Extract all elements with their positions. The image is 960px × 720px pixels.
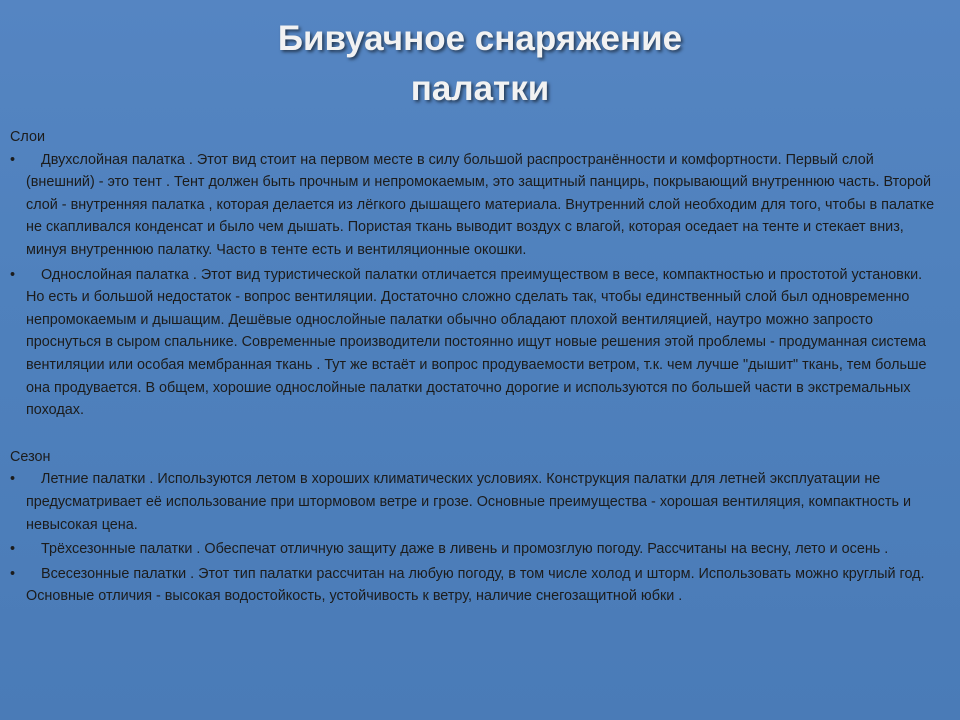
bullet-item <box>10 264 940 422</box>
slide-title-line-1: Бивуачное снаряжение <box>277 19 683 58</box>
bullet-symbol: • <box>10 151 16 168</box>
section-heading: Слои <box>10 129 45 145</box>
bullet-item <box>10 538 940 561</box>
bullet-symbol: • <box>10 541 16 558</box>
bullet-text: Однослойная палатка . Этот вид туристической палатки отличается преимуществом в весе, компактностью и простотой установки. Но есть и большой недостаток - вопрос вентиляции. Достаточно сложно сделать так, чтобы единственный слой был одновременно непромокаемым и дышащим. Дешёвые однослойные палатки обычно обладают плохой вентиляцией, наутро можно запросто проснуться в сыром спальнике. Современные производители постоянно ищут новые решения этой проблемы - продуманная система вентиляции или особая мембранная ткань . Тут же встаёт и вопрос продуваемости ветром, т.к. чем лучше "дышит" ткань, тем больше она продувается. В общем, хорошие однослойные палатки достаточно дорогие и используются по большей части в экстремальных походах. <box>26 266 927 419</box>
section-spacer <box>10 424 940 446</box>
bullet-symbol: • <box>10 565 16 582</box>
bullet-item <box>10 149 940 262</box>
bullet-text: Двухслойная палатка . Этот вид стоит на первом месте в силу большой распространённости и комфортности. Первый слой (внешний) - это тент . Тент должен быть прочным и непромокаемым, это защитный панцирь, покрывающий внутреннюю часть. Второй слой - внутренняя палатка , которая делается из лёгкого дышащего материала. Внутренний слой необходим для того, чтобы в палатке не скапливался конденсат и было чем дышать. Пористая ткань выводит воздух с влагой, которая оседает на тенте и стекает вниз, минуя внутреннюю палатку. Часто в тенте есть и вентиляционные окошки. <box>26 151 935 258</box>
slide-title-line-2: палатки <box>410 69 550 108</box>
bullet-text: Всесезонные палатки . Этот тип палатки рассчитан на любую погоду, в том числе холод и шторм. Использовать можно круглый год. Основные отличия - высокая водостойкость, устойчивость к ветру, наличие снегозащитной юбки . <box>26 565 925 605</box>
section-season <box>10 446 940 608</box>
bullet-symbol: • <box>10 266 16 283</box>
section-heading: Сезон <box>10 448 51 465</box>
bullet-text: Трёхсезонные палатки . Обеспечат отличную защиту даже в ливень и промозглую погоду. Рассчитаны на весну, лето и осень . <box>41 541 889 558</box>
slide-content <box>10 126 940 610</box>
bullet-symbol: • <box>10 471 16 488</box>
bullet-text: Летние палатки . Используются летом в хороших климатических условиях. Конструкция палатки для летней эксплуатации не предусматривает её использование при штормовом ветре и грозе. Основные преимущества - хорошая вентиляция, компактность и невысокая цена. <box>26 471 911 533</box>
bullet-item <box>10 468 940 536</box>
bullet-item <box>10 563 940 608</box>
section-layers <box>10 126 940 422</box>
slide-title <box>0 14 960 114</box>
